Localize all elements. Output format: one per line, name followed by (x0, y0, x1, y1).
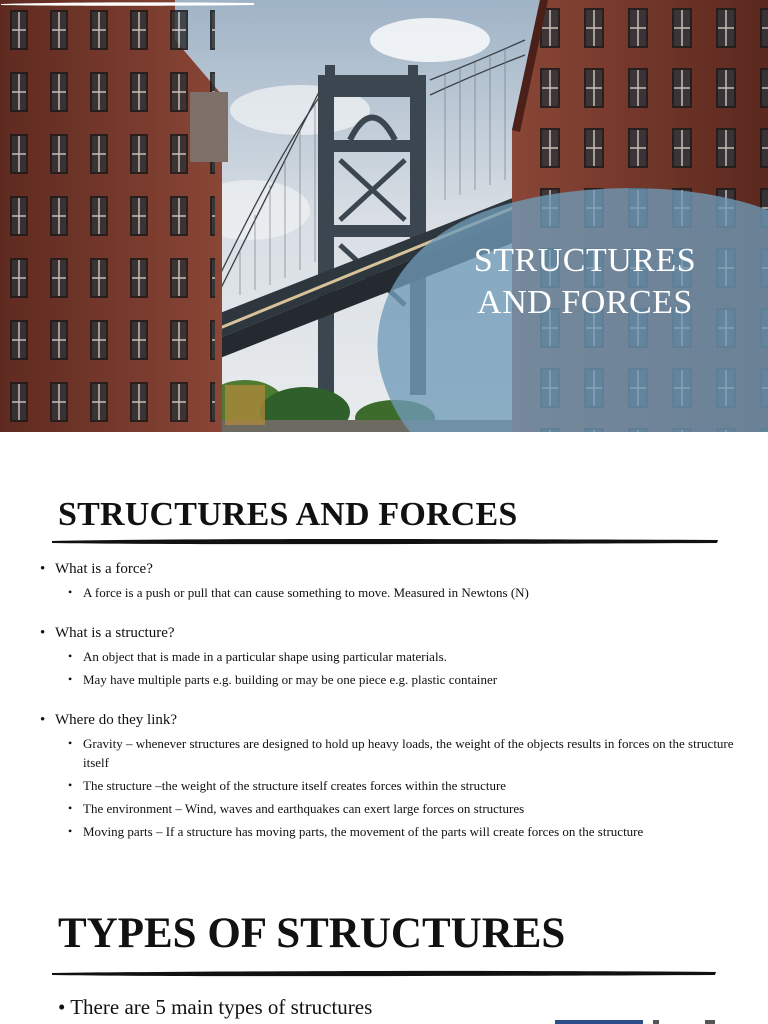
slide-title (450, 240, 720, 324)
bullet-answer: • An object that is made in a particular shape using particular materials. (40, 647, 750, 666)
title-brush-underline (50, 537, 720, 546)
title-brush-underline (50, 969, 718, 978)
title-line-2: AND FORCES (477, 284, 693, 321)
title-slide (0, 0, 768, 432)
bullet-answer: • Gravity – whenever structures are designed to hold up heavy loads, the weight of the objects results in forces on the structure itself (40, 734, 750, 772)
bullet-answer: • The structure –the weight of the structure itself creates forces within the structure (40, 776, 750, 795)
image-thumbnails (555, 1020, 725, 1024)
title-line-1: STRUCTURES (473, 242, 697, 279)
section-title: STRUCTURES AND FORCES (58, 496, 518, 533)
bullet-question: • Where do they link? (40, 711, 750, 730)
bullet-question: • What is a structure? (40, 624, 750, 643)
content-bullets (40, 560, 750, 841)
bullet-answer: • The environment – Wind, waves and earthquakes can exert large forces on structures (40, 799, 750, 818)
bridge-photo (0, 0, 768, 432)
bullet-answer: • A force is a push or pull that can cause something to move. Measured in Newtons (N) (40, 583, 750, 602)
bullet-question: • What is a force? (40, 560, 750, 579)
bullet-answer: • Moving parts – If a structure has moving parts, the movement of the parts will create forces on the structure (40, 822, 750, 841)
bullet-answer: • May have multiple parts e.g. building or may be one piece e.g. plastic container (40, 670, 750, 689)
bullet-text: • There are 5 main types of structures (58, 994, 372, 1020)
title-underline (0, 0, 255, 8)
section-title: TYPES OF STRUCTURES (58, 910, 566, 957)
